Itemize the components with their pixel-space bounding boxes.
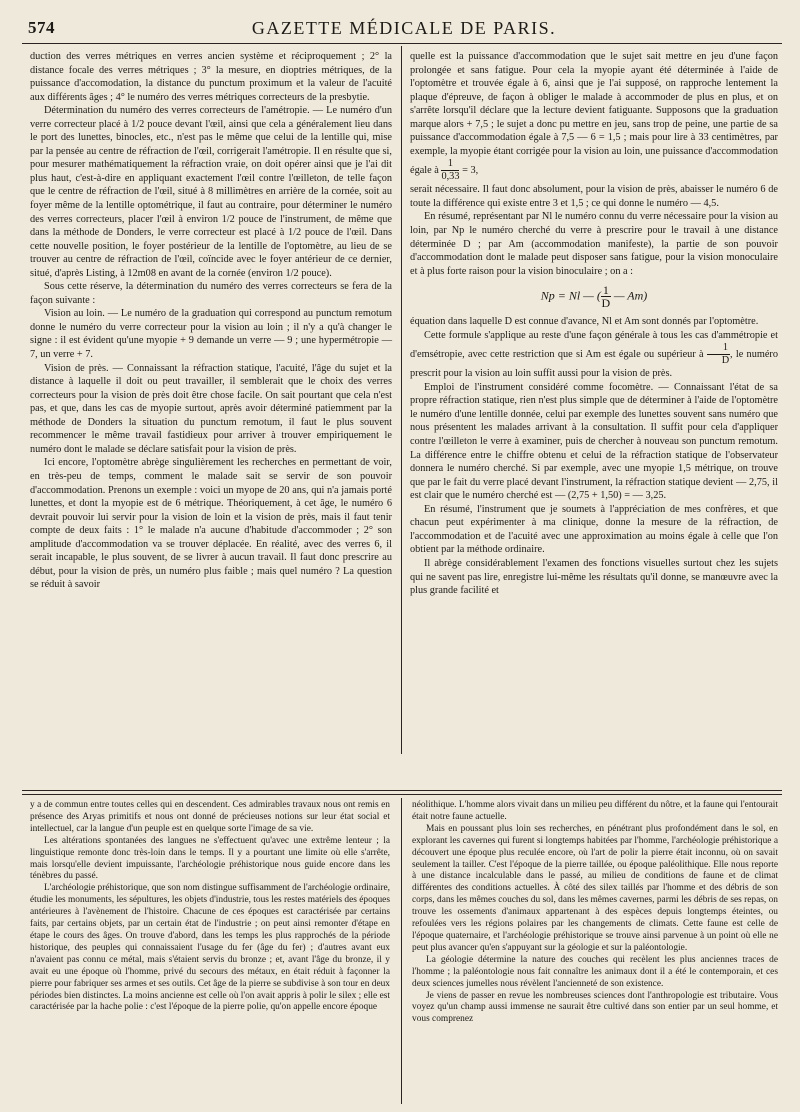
- upper-right-column: [410, 50, 778, 598]
- formula-left: Np = Nl —: [540, 288, 594, 303]
- paragraph-text: Cette formule s'applique au reste d'une façon générale à tous les cas d'ammétropie et d'emsétropie, avec cette restriction que si Am est égale ou supérieur à: [410, 329, 778, 361]
- fraction: [707, 342, 730, 367]
- paragraph: Sous cette réserve, la détermination du numéro des verres correcteurs se fera de la façon suivante :: [30, 281, 392, 306]
- paragraph: Mais en poussant plus loin ses recherches, en pénétrant plus profondément dans le sol, en explorant les cavernes qui furent si longtemps habitées par l'homme, l'archéologie préhistorique a découvert une époque plus reculée encore, où l'art de polir la pierre était inconnu, où on savait seulement la tailler. C'est l'époque de la pierre taillée, ou époque paléolithique. Elle nous reporte à une distance incalculable dans le passé, au milieu de conditions de faune et de climat différentes des conditions actuelles. À côté des silex taillés par l'homme et des débris de son corps, dans les mêmes couches du sol, dans les mêmes cavernes, parmi les débris de ses repas, on trouve les ossements d'animaux appartenant à des espèces depuis longtemps éteintes, ou refoulées vers les régions polaires par les changements de climats. Cette faune est celle de l'époque quaternaire, et l'archéologie préhistorique se trouve ainsi parvenue à un point où elle ne peut plus avancer qu'en s'appuyant sur la géologie et sur la paléontologie.: [412, 823, 778, 953]
- page-header: [28, 14, 780, 40]
- denominator: D: [721, 355, 730, 367]
- formula-fraction: [601, 284, 611, 309]
- paragraph-text: quelle est la puissance d'accommodation que le sujet sait mettre en jeu d'une façon prolongée et sans fatigue. Pour cela la myopie ayant été déterminée à l'aide de l'optomètre et trouvée égale à 6, ainsi que je l'ai supposé, on rapproche lentement la plaque d'épreuve, de façon à obliger le malade à accommoder de plus en plus, et on s'arrête lorsqu'il déclare que la lecture devient fatiguante. Supposons que la graduation marque alors + 7,5 ; le sujet a donc pu mettre en jeu, sans trop de peine, une partie de sa puissance d'accommodation égale à 7,5 — 6 = 1,5 ; mais pour lire à 33 centimètres, par exemple, la myopie étant corrigée pour la vision au loin, une puissance d'accommodation égale à: [410, 51, 778, 177]
- paragraph: Les altérations spontanées des langues ne s'effectuent qu'avec une extrême lenteur ; la linguistique remonte donc très-loin dans le temps. Il y a pourtant une limite où elle s'arrête, mais lorsqu'elle devient impuissante, l'archéologie préhistorique nous guide encore dans les ténèbres du passé.: [30, 835, 390, 882]
- paragraph: équation dans laquelle D est connue d'avance, Nl et Am sont donnés par l'optomètre.: [410, 316, 759, 328]
- equation-result: = 3,: [462, 165, 479, 177]
- header-rule: [22, 43, 782, 44]
- paragraph: y a de commun entre toutes celles qui en descendent. Ces admirables travaux nous ont remis en présence des Aryas primitifs et nous ont donné de précieuses notions sur leur état social et intellectuel, car la langue d'un peuple est en quelque sorte l'image de sa vie.: [30, 800, 390, 834]
- paragraph: En résumé, l'instrument que je soumets à l'appréciation de mes confrères, et que chacun peut expérimenter à ma clinique, donne la mesure de la réfraction, de l'accommodation et de l'acuité avec une approximation au moins égale à celle que l'on obtient par la méthode ordinaire.: [410, 503, 778, 556]
- paragraph: En résumé, représentant par Nl le numéro connu du verre nécessaire pour la vision au loin, par Np le numéro cherché du verre à prescrire pour le travail à une distance déterminée D ; par Am (accommodation manifeste), la partie de son pouvoir d'accommodation dont le malade peut disposer sans fatigue, pour la vision monoculaire et à plus forte raison pour la vision binoculaire ; on a :: [410, 211, 778, 277]
- section-rule: [22, 790, 782, 791]
- paragraph: Ici encore, l'optomètre abrège singulièrement les recherches en permettant de voir, en très-peu de temps, comment le malade sait se servir de son pouvoir d'accommodation. Prenons un exemple : voici un myope de 20 ans, qui n'a jamais porté lunettes, et dont la myopie est de 6 métrique. Théoriquement, à cet âge, le numéro 6 devrait pouvoir lui servir pour la vision de loin et la vision de près, mais il faut tenir compte de deux faits : 1° le malade n'a aucune d'habitude d'accommoder ; 2° son amplitude d'accommodation va se trouver déplacée. En réalité, avec des verres 6, il serait incapable, le plus souvent, de se livrer à aucun travail. Il faut donc prescrire au début, pour la vision de près, un numéro plus faible ; mais quel numéro ? La question se réduit à savoir: [30, 457, 392, 591]
- paragraph: Il abrège considérablement l'examen des fonctions visuelles surtout chez les sujets qui ne savent pas lire, enregistre lui-même les résultats qu'il donne, se manœuvre avec la plus grande facilité et: [410, 557, 778, 597]
- paragraph: Vision de près. — Connaissant la réfraction statique, l'acuité, l'âge du sujet et la distance à laquelle il doit ou peut travailler, il semblerait que le choix des verres correcteurs pour la vision de près doit être chose facile. On sait pourtant que cela n'est pas, et que, dans les cas de myopie surtout, après avoir déterminé patiemment par la méthode de Donders la situation du punctum remotum, il faut le plus souvent recommencer le même travail fastidieux pour arriver à trouver empiriquement le numéro dont le malade se déclare satisfait pour la vision de près.: [30, 362, 392, 455]
- column-divider: [401, 46, 402, 754]
- upper-left-column: [30, 50, 392, 592]
- paragraph: [410, 329, 778, 381]
- paragraph: serait nécessaire. Il faut donc absolument, pour la vision de près, abaisser le numéro 6 de toute la différence qui existe entre 3 et 1,5 ; ce qui donne le numéro — 4,5.: [410, 184, 778, 209]
- lower-right-column: [412, 800, 778, 1026]
- paragraph: Emploi de l'instrument considéré comme focomètre. — Connaissant l'état de sa propre réfraction statique, rien n'est plus simple que de déterminer à l'aide de l'optomètre le numéro d'une lentille donnée, celui par exemple des lunettes souvent sans numéro que nous présentent les malades arrivant à la consultation. Il suffit pour cela d'appliquer contre l'œilleton le verre à examiner, puis de chercher à nouveau son punctum remotum. La différence entre le chiffre obtenu et celui de la réfraction statique de l'observateur donnera le numéro cherché. Si par exemple, avec une myopie 1,5 métrique, on trouve que par le fait du verre placé devant l'instrument, la réfraction statique devient — 2,75, il est clair que le numéro cherché est — (2,75 + 1,50) = — 3,25.: [410, 381, 778, 502]
- journal-title: GAZETTE MÉDICALE DE PARIS.: [251, 18, 557, 38]
- formula-right: — Am: [613, 288, 644, 303]
- numerator: 1: [441, 158, 459, 171]
- lower-left-column: [30, 800, 390, 1014]
- formula: Np = Nl — ( $\frac{1}{D}$ — Am): [540, 283, 648, 311]
- paragraph: Je viens de passer en revue les nombreuses sciences dont l'anthropologie est tributaire. Vous voyez qu'un champ aussi immense ne saurait être cultivé dans son entier par un seul homme, et vous comprenez: [412, 990, 778, 1025]
- paragraph: Détermination du numéro des verres correcteurs de l'amétropie. — Le numéro d'un verre correcteur placé à 1/2 pouce devant l'œil, ainsi que cela a généralement lieu dans le port des lunettes, binocles, etc., n'est pas le même que celui de la lentille qui, mise par la pensée au centre de réfraction de l'œil, corrigerait l'amétropie. Il en résulte que si, pour mesurer mathématiquement la réfraction vraie, on doit opérer ainsi que je l'ai dit plus haut, c'est-à-dire en appliquant exactement l'œil contre l'œilleton, de telle façon que le centre de réfraction de l'œil, situé à 8 millimètres en arrière de la cornée, soit au foyer même de la lentille optométrique, il faut au contraire, pour déterminer le numéro des verres correcteurs, placer l'œil à environ 1/2 pouce de l'instrument, de même que dans la méthode de Donders, le verre correcteur est placé à 1/2 pouce de l'œil. Dans cette nouvelle position, le foyer postérieur de la lentille de l'optomètre, au lieu de se trouver au centre de réfraction de l'œil, coïncide avec le foyer antérieur de ce dernier, situé, d'après Listing, à 12m08 en avant de la cornée (environ 1/2 pouce).: [30, 105, 392, 279]
- numerator: 1: [707, 342, 730, 355]
- denominator: D: [601, 296, 611, 311]
- numerator: 1: [602, 283, 609, 298]
- paragraph: L'archéologie préhistorique, que son nom distingue suffisamment de l'archéologie ordinaire, étudie les monuments, les sépultures, les objets d'industrie, tous les restes matériels des époques antérieures à l'avènement de l'histoire. Chacune de ces époques est caractérisée par certains faits, par certains objets, par un certain état de l'industrie ; on peut ainsi remonter d'étape en étape le cours des âges. On trouve d'abord, dans les temps les plus rapprochés de la période historique, des peuples qui connaissaient l'usage du fer (âge du fer) ; d'autres avant eux n'avaient pas connu ce métal, mais s'étaient servis du bronze ; et, avant l'âge du bronze, il y avait eu une époque où l'homme, privé du secours des métaux, en était réduit à façonner la pierre pour fabriquer ses armes et ses outils. Cet âge de la pierre se subdivise à son tour en deux périodes bien distinctes. La moins ancienne est celle où l'on avait appris à polir le silex ; elle est caractérisée par la hache polie : c'est l'époque de la pierre polie, qu'on appelle encore époque: [30, 883, 390, 1013]
- paragraph-text: , le numéro prescrit pour la vision au loin suffit aussi pour la vision de près.: [410, 349, 778, 380]
- paragraph: Vision au loin. — Le numéro de la graduation qui correspond au punctum remotum donne le numéro du verre correcteur pour la vision au loin ; il n'y a qu'à changer le signe : il est évident qu'une myopie + 9 demande un verre — 9 ; une hypermétropie — 7, un verre + 7.: [30, 308, 392, 361]
- paragraph: [410, 50, 778, 183]
- paragraph: néolithique. L'homme alors vivait dans un milieu peu différent du nôtre, et la faune qui l'entourait était notre faune actuelle.: [412, 800, 778, 822]
- denominator: 0,33: [441, 171, 460, 183]
- fraction: [441, 158, 459, 183]
- section-rule: [22, 794, 782, 795]
- page-number: 574: [28, 18, 55, 37]
- paragraph: duction des verres métriques en verres ancien système et réciproquement ; 2° la distance focale des verres métriques ; 3° la mesure, en dioptries métriques, de la puissance d'accomodation, la distance du punctum proximum et la valeur de l'acuité aux différents âges ; 4° le numéro des verres métriques correcteurs de la presbytie.: [30, 51, 392, 103]
- paragraph: La géologie détermine la nature des couches qui recèlent les plus anciennes traces de l'homme ; la paléontologie nous fait connaître les animaux dont il a été le contemporain, et ces deux sciences jumelles nous révèlent l'ancienneté de son existence.: [412, 954, 778, 989]
- column-divider: [401, 798, 402, 1104]
